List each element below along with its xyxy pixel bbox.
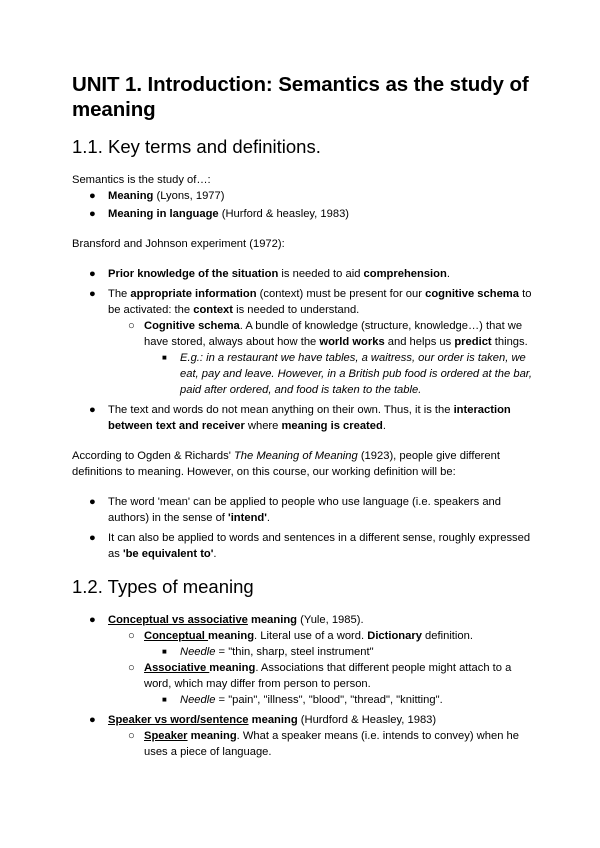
experiment-list — [72, 266, 532, 434]
definition-list — [72, 494, 532, 562]
list-item: ■ Needle = "pain", "illness", "blood", "thread", "knitting". — [162, 694, 443, 706]
list-item: ● Meaning (Lyons, 1977) — [89, 190, 225, 202]
list-item: ● Meaning in language (Hurford & heasley, 1983) — [89, 208, 350, 220]
list-item: ○ Associative meaning. Associations that different people might attach to a word, which may differ from person to person. ■ Needle = "pain", "illness", "blood", "thread", "knitting". — [108, 660, 532, 708]
experiment-text: Bransford and Johnson experiment (1972): — [72, 238, 285, 250]
document-page — [72, 72, 532, 774]
list-item: ■ Needle = "thin, sharp, steel instrument" — [162, 646, 374, 658]
list-item: ○ Speaker meaning. What a speaker means (i.e. intends to convey) when he uses a piece of language. — [128, 730, 519, 758]
section-heading-types: 1.2. Types of meaning — [72, 576, 254, 597]
list-item: ○ Cognitive schema. A bundle of knowledge (structure, knowledge…) that we have stored, always about how the world works and helps us predict things. ■ E.g.: in a restaurant we have tables, a waitress, our order is taken, we eat, pay and leave. However, in a British pub food is ordered at the bar, paid after ordered, and food is taken to the table. — [128, 320, 533, 396]
list-item: ● Prior knowledge of the situation is needed to aid comprehension. — [89, 268, 450, 280]
list-item: ● Conceptual vs associative meaning (Yule, 1985). ○ Conceptual meaning. Literal use of a word. Dictionary definition. ■ Needle = "thin, sharp, steel instrument" ○ Associative meaning. Associations that different people might attach to a word, which may differ from person to person. ■ Needle = "pain", "illness", "blood", "thread", "knitting". — [72, 612, 532, 708]
list-item: ● Speaker vs word/sentence meaning (Hurdford & Heasley, 1983) ○ Speaker meaning. What a speaker means (i.e. intends to convey) when he uses a piece of language. — [72, 712, 532, 760]
list-item: ○ Conceptual meaning. Literal use of a word. Dictionary definition. ■ Needle = "thin, sharp, steel instrument" — [108, 628, 532, 660]
types-list — [72, 612, 532, 760]
list-item: ● The appropriate information (context) must be present for our cognitive schema to be activated: the context is needed to understand. ○ Cognitive schema. A bundle of knowledge (structure, knowledge…) that we have stored, always about how the world works and helps us predict things. ■ E.g.: in a restaurant we have tables, a waitress, our order is taken, we eat, pay and leave. However, in a British pub food is ordered at the bar, paid after ordered, and food is taken to the table. — [89, 288, 533, 396]
section-heading-key-terms: 1.1. Key terms and definitions. — [72, 136, 321, 157]
intro-text: Semantics is the study of…: — [72, 174, 211, 186]
page-title: UNIT 1. Introduction: Semantics as the study of meaning — [72, 73, 529, 121]
list-item: ● It can also be applied to words and sentences in a different sense, roughly expressed as 'be equivalent to'. — [89, 532, 531, 560]
list-item: ■ E.g.: in a restaurant we have tables, a waitress, our order is taken, we eat, pay and leave. However, in a British pub food is ordered at the bar, paid after ordered, and food is taken to the table. — [162, 352, 533, 396]
list-item: ● The word 'mean' can be applied to people who use language (i.e. speakers and authors) in the sense of 'intend'. — [89, 496, 501, 524]
ogden-text: According to Ogden & Richards' The Meaning of Meaning (1923), people give different definitions to meaning. However, on this course, our working definition will be: — [72, 450, 500, 478]
list-item: ● The text and words do not mean anything on their own. Thus, it is the interaction between text and receiver where meaning is created. — [89, 404, 511, 432]
meaning-list — [72, 188, 532, 222]
